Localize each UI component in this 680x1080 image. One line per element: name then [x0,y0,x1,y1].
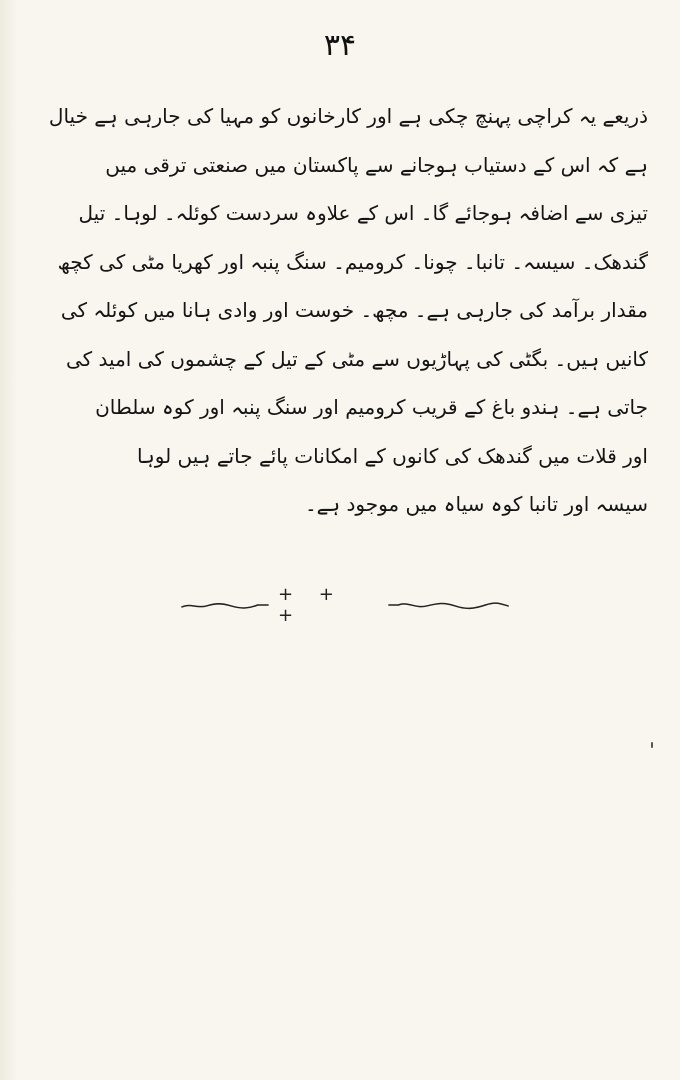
cross-marks: + + + [277,584,344,626]
text-line: کانیں ہیں۔ بگٹی کی پہاڑیوں سے مٹی کے تیل کے چشموں کی امید کی [65,346,648,371]
text-line: سیسہ اور تانبا کوہ سیاہ میں موجود ہے۔ [304,492,648,516]
section-divider-ornament [180,584,510,626]
text-line: اور قلات میں گندھک کی کانوں کے امکانات پائے جاتے ہیں لوہا [136,443,648,468]
text-line: مقدار برآمد کی جارہی ہے۔ مچھ۔ خوست اور وادی ہانا میں کوئلہ کی [60,298,648,322]
text-line: گندھک۔ سیسہ۔ تانبا۔ چونا۔ کرومیم۔ سنگ پنبہ اور کھریا مٹی کی کچھ [57,249,648,274]
text-line: ہے کہ اس کے دستیاب ہوجانے سے پاکستان میں صنعتی ترقی میں [105,152,648,177]
page-number: ۳۴ [323,28,357,63]
paper-speck [651,742,653,748]
body-paragraph [30,92,648,529]
text-line: ذریعے یہ کراچی پہنچ چکی ہے اور کارخانوں کو مہیا کی جارہی ہے خیال [48,104,648,128]
text-line: تیزی سے اضافہ ہوجائے گا۔ اس کے علاوہ سردست کوئلہ۔ لوہا۔ تیل [78,201,648,225]
text-line: جاتی ہے۔ ہندو باغ کے قریب کرومیم اور سنگ پنبہ اور کوہ سلطان [95,395,648,419]
swash-left-icon [180,598,270,612]
swash-right-icon [387,598,510,612]
